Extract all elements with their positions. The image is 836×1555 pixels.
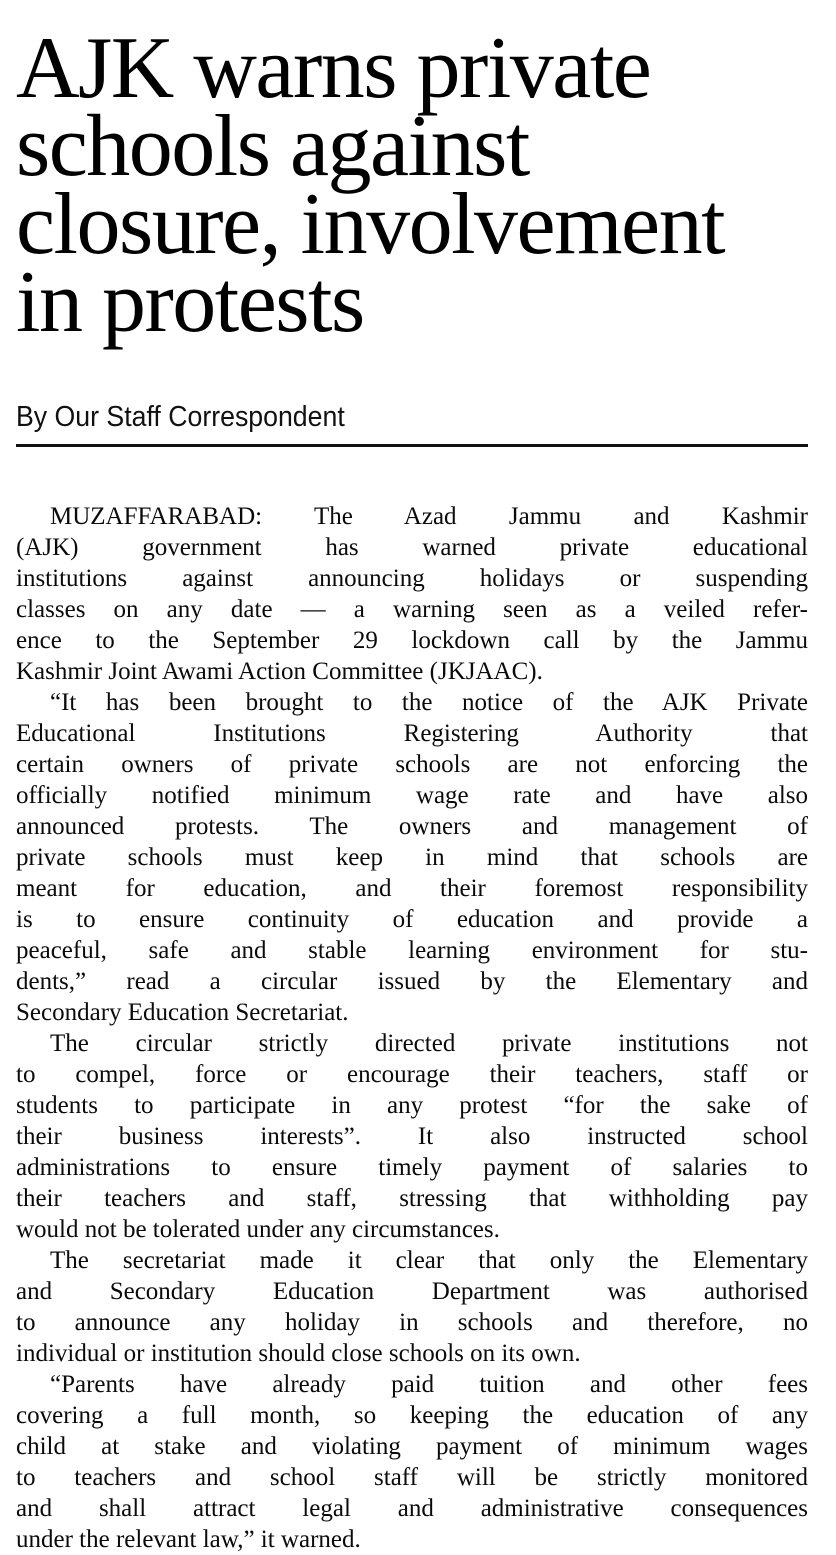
byline: By Our Staff Correspondent: [16, 401, 345, 433]
paragraph-line: [16, 842, 808, 873]
paragraph-line: [16, 1462, 808, 1493]
paragraph-line: [16, 1369, 808, 1400]
line-text: to compel, force or encourage their teachers, staff or: [16, 1061, 808, 1088]
paragraph-line: [16, 1276, 808, 1307]
line-text: certain owners of private schools are not enforcing the: [16, 751, 808, 778]
paragraph-line: [16, 904, 808, 935]
byline-divider: [16, 444, 808, 447]
paragraph-line: [16, 718, 808, 749]
article-paragraph: [16, 501, 808, 687]
paragraph-line: [16, 1214, 808, 1245]
news-clipping: [16, 0, 808, 1555]
paragraph-line: [16, 811, 808, 842]
line-text: “Parents have already paid tuition and other fees: [50, 1371, 808, 1398]
paragraph-line: [16, 1059, 808, 1090]
line-text: officially notified minimum wage rate and have also: [16, 782, 808, 809]
line-text: Educational Institutions Registering Authority that: [16, 720, 808, 747]
line-text: Kashmir Joint Awami Action Committee (JKJAAC).: [16, 658, 543, 685]
line-text: and Secondary Education Department was authorised: [16, 1278, 808, 1305]
line-text: their business interests”. It also instructed school: [16, 1123, 808, 1150]
line-text: covering a full month, so keeping the education of any: [16, 1402, 808, 1429]
article-paragraph: [16, 1369, 808, 1555]
headline: [16, 0, 808, 351]
paragraph-line: [16, 935, 808, 966]
line-text: to announce any holiday in schools and therefore, no: [16, 1309, 808, 1336]
line-text: administrations to ensure timely payment of salaries to: [16, 1154, 808, 1181]
paragraph-line: [16, 625, 808, 656]
paragraph-line: [16, 1524, 808, 1555]
line-text: their teachers and staff, stressing that withholding pay: [16, 1185, 808, 1212]
paragraph-line: [16, 1338, 808, 1369]
line-text: classes on any date — a warning seen as a veiled refer-: [16, 596, 808, 623]
paragraph-line: [16, 656, 808, 687]
line-text: child at stake and violating payment of minimum wages: [16, 1433, 808, 1460]
line-text: individual or institution should close schools on its own.: [16, 1340, 581, 1367]
line-text: MUZAFFARABAD: The Azad Jammu and Kashmir: [50, 503, 808, 530]
article-paragraph: [16, 687, 808, 1028]
headline-line: closure, involvement: [16, 176, 725, 273]
line-text: dents,” read a circular issued by the Elementary and: [16, 968, 808, 995]
paragraph-line: [16, 1152, 808, 1183]
line-text: Secondary Education Secretariat.: [16, 999, 349, 1026]
paragraph-line: [16, 501, 808, 532]
line-text: students to participate in any protest “for the sake of: [16, 1092, 808, 1119]
line-text: would not be tolerated under any circumstances.: [16, 1216, 500, 1243]
paragraph-line: [16, 749, 808, 780]
paragraph-line: [16, 1431, 808, 1462]
paragraph-line: [16, 687, 808, 718]
paragraph-line: [16, 997, 808, 1028]
paragraph-line: [16, 1028, 808, 1059]
line-text: The circular strictly directed private institutions not: [50, 1030, 808, 1057]
line-text: “It has been brought to the notice of the AJK Private: [50, 689, 808, 716]
paragraph-line: [16, 563, 808, 594]
line-text: meant for education, and their foremost responsibility: [16, 875, 808, 902]
headline-line: in protests: [16, 254, 364, 351]
line-text: ence to the September 29 lockdown call by the Jammu: [16, 627, 808, 654]
line-text: and shall attract legal and administrative consequences: [16, 1495, 808, 1522]
line-text: is to ensure continuity of education and provide a: [16, 906, 808, 933]
paragraph-line: [16, 1121, 808, 1152]
paragraph-line: [16, 1090, 808, 1121]
paragraph-line: [16, 1307, 808, 1338]
line-text: (AJK) government has warned private educational: [16, 534, 808, 561]
line-text: private schools must keep in mind that schools are: [16, 844, 808, 871]
headline-line: schools against: [16, 98, 529, 195]
paragraph-line: [16, 966, 808, 997]
article-paragraph: [16, 1245, 808, 1369]
headline-line: AJK warns private: [16, 20, 651, 117]
paragraph-line: [16, 780, 808, 811]
article-body: [16, 501, 808, 1555]
article-paragraph: [16, 1028, 808, 1245]
paragraph-line: [16, 532, 808, 563]
line-text: peaceful, safe and stable learning environment for stu-: [16, 937, 808, 964]
paragraph-line: [16, 1245, 808, 1276]
line-text: to teachers and school staff will be strictly monitored: [16, 1464, 808, 1491]
paragraph-line: [16, 1183, 808, 1214]
line-text: institutions against announcing holidays or suspending: [16, 565, 808, 592]
line-text: under the relevant law,” it warned.: [16, 1526, 361, 1553]
paragraph-line: [16, 1493, 808, 1524]
line-text: announced protests. The owners and management of: [16, 813, 808, 840]
line-text: The secretariat made it clear that only the Elementary: [50, 1247, 808, 1274]
paragraph-line: [16, 594, 808, 625]
paragraph-line: [16, 873, 808, 904]
paragraph-line: [16, 1400, 808, 1431]
